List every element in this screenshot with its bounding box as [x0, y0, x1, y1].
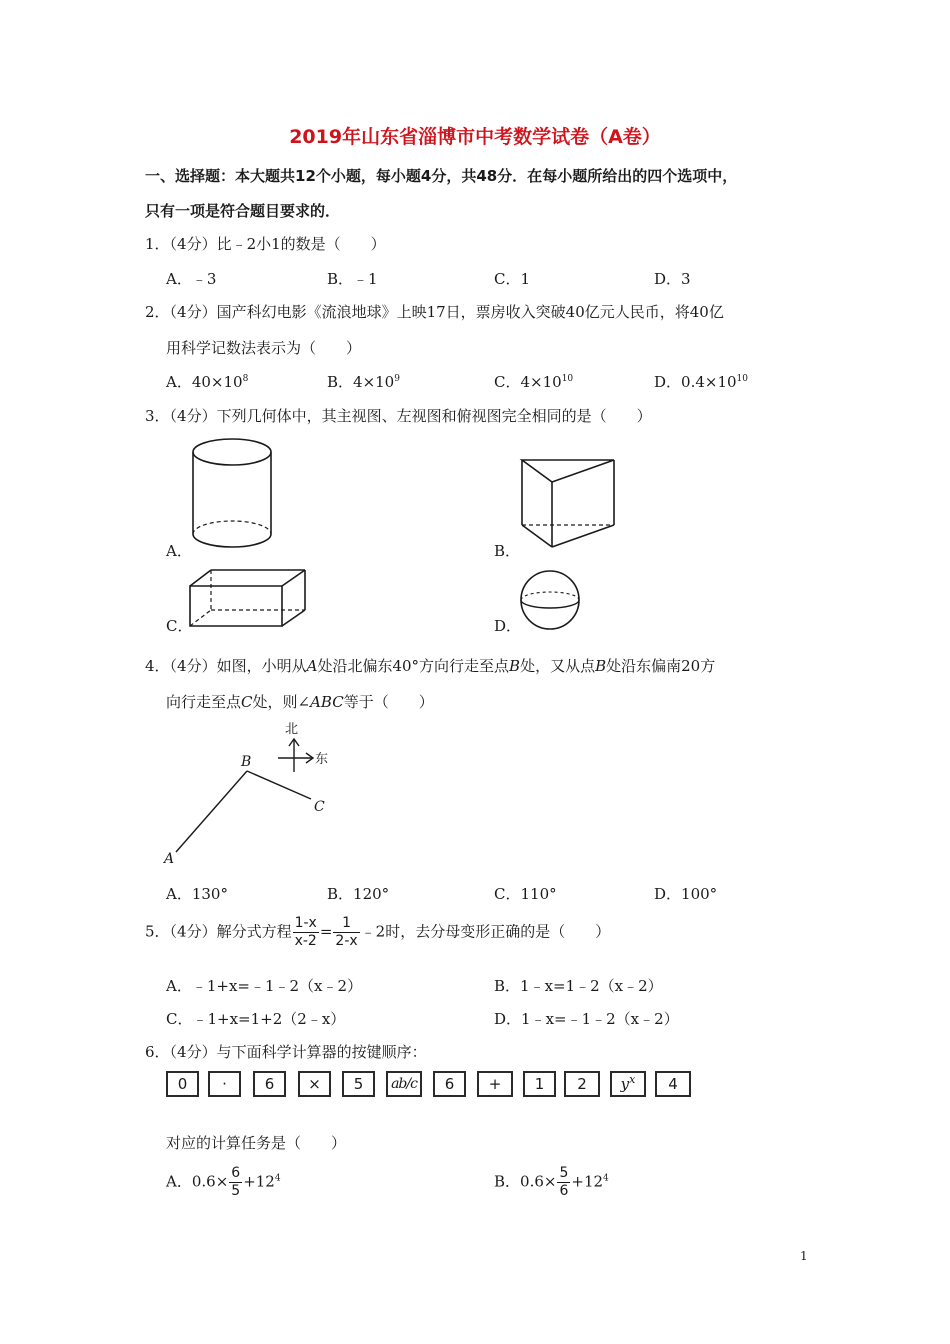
cylinder-figure [190, 435, 280, 555]
cuboid-figure [185, 566, 310, 631]
page-number: 1 [800, 1249, 808, 1263]
q2-stem-line1: 2．（4分）国产科幻电影《流浪地球》上映17日，票房收入突破40亿元人民币，将40亿 [145, 303, 724, 321]
q6-option-a[interactable]: A．0.6× $\frac{6}{5}$ $+12^4$ [166, 1165, 281, 1199]
q3-option-c[interactable]: C． [166, 617, 193, 635]
q2-option-c-exponent: 10 [561, 374, 574, 384]
q1-option-d[interactable]: D．3 [654, 270, 691, 288]
calc-key-multiply[interactable]: × [298, 1071, 331, 1097]
q4-stem-line2: 向行走至点C处，则∠ABC等于（ ） [166, 693, 434, 711]
q3-option-a[interactable]: A． [166, 542, 192, 560]
calc-key-decimal[interactable]: · [208, 1071, 241, 1097]
q5-stem: 5．（4分）解分式方程 $\frac{1-x}{x-2}$ = $\frac{1}{2-x}$ ﹣2时，去分母变形正确的是（ ） [145, 915, 611, 949]
q2-stem-line2: 用科学记数法表示为（ ） [166, 339, 362, 357]
section-heading-line1: 一、选择题：本大题共12个小题，每小题4分，共48分．在每小题所给出的四个选项中， [145, 167, 738, 185]
q5-option-b[interactable]: B．1﹣x=1﹣2（x﹣2） [494, 977, 663, 995]
calc-key-plus[interactable]: + [477, 1071, 513, 1097]
triangular-prism-figure [518, 455, 622, 555]
q4-option-a[interactable]: A．130° [166, 885, 228, 903]
q3-stem: 3．（4分）下列几何体中，其主视图、左视图和俯视图完全相同的是（ ） [145, 407, 652, 425]
q4-option-c[interactable]: C．110° [494, 885, 557, 903]
calc-key-6b[interactable]: 6 [433, 1071, 466, 1097]
q3-option-d[interactable]: D． [494, 617, 522, 635]
q5-fraction-1: $\frac{1-x}{x-2}$ [294, 915, 317, 949]
q2-option-b[interactable]: B．$4\times 10^9$ [327, 373, 400, 391]
q6-prompt: 对应的计算任务是（ ） [166, 1134, 347, 1152]
section-heading-line2: 只有一项是符合题目要求的． [145, 202, 341, 220]
point-a-label: A [164, 851, 175, 867]
q1-option-c[interactable]: C．1 [494, 270, 531, 288]
calc-key-5[interactable]: 5 [342, 1071, 375, 1097]
q2-option-b-exponent: 9 [394, 374, 400, 384]
q5-option-a[interactable]: A．﹣1+x=﹣1﹣2（x﹣2） [166, 977, 363, 995]
east-label: 东 [315, 752, 329, 767]
q1-option-a[interactable]: A．﹣3 [166, 270, 217, 288]
calc-key-fraction[interactable]: ab/c [386, 1071, 422, 1097]
q1-option-b[interactable]: B．﹣1 [327, 270, 378, 288]
point-b-label: B [241, 754, 252, 770]
direction-figure [160, 716, 360, 868]
q2-option-a[interactable]: A．$40\times 10^8$ [166, 373, 249, 391]
calc-key-6[interactable]: 6 [253, 1071, 286, 1097]
sphere-figure [519, 569, 583, 633]
q1-stem: 1．（4分）比﹣2小1的数是（ ） [145, 235, 386, 253]
calc-key-1[interactable]: 1 [523, 1071, 556, 1097]
calc-key-4[interactable]: 4 [655, 1071, 691, 1097]
q6-stem: 6．（4分）与下面科学计算器的按键顺序： [145, 1043, 427, 1061]
q3-option-b[interactable]: B． [494, 542, 521, 560]
q4-stem-line1: 4．（4分）如图，小明从A处沿北偏东40°方向行走至点B处，又从点B处沿东偏南20方 [145, 657, 716, 675]
q2-option-d-exponent: 10 [736, 374, 748, 384]
q5-fraction-2: $\frac{1}{2-x}$ [335, 915, 358, 949]
q2-option-d[interactable]: D．$0.4\times 10^{10}$ [654, 373, 748, 391]
q4-option-b[interactable]: B．120° [327, 885, 390, 903]
q4-option-d[interactable]: D．100° [654, 885, 718, 903]
q2-option-c[interactable]: C．$4\times 10^{10}$ [494, 373, 574, 391]
north-label: 北 [285, 722, 299, 737]
q5-option-c[interactable]: C．﹣1+x=1+2（2﹣x） [166, 1010, 346, 1028]
calc-key-0[interactable]: 0 [166, 1071, 199, 1097]
q5-option-d[interactable]: D．1﹣x=﹣1﹣2（x﹣2） [494, 1010, 679, 1028]
point-c-label: C [314, 799, 325, 815]
calc-key-power[interactable]: $y^x$ [610, 1071, 646, 1097]
q6-option-b[interactable]: B．0.6× $\frac{5}{6}$ $+12^4$ [494, 1165, 609, 1199]
page-title: 2019年山东省淄博市中考数学试卷（A卷） [289, 126, 661, 148]
calc-key-2[interactable]: 2 [564, 1071, 600, 1097]
q2-option-a-exponent: 8 [242, 374, 249, 384]
